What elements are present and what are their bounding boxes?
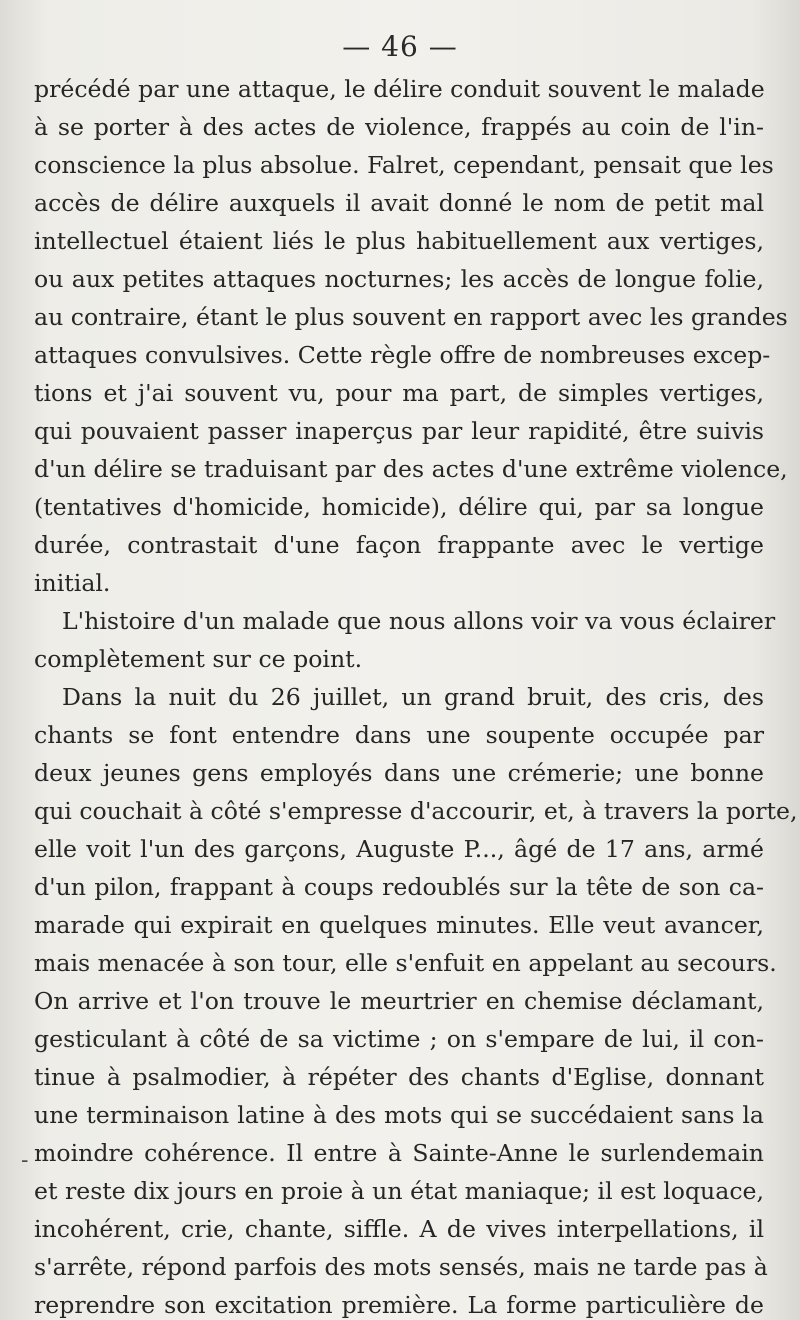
text-line: deux jeunes gens employés dans une crémerie; une bonne: [34, 759, 764, 787]
text-line: s'arrête, répond parfois des mots sensés, mais ne tarde pas à: [34, 1253, 768, 1281]
text-line: marade qui expirait en quelques minutes. Elle veut avancer,: [34, 911, 764, 939]
text-line: accès de délire auxquels il avait donné le nom de petit mal: [34, 189, 764, 217]
text-line: initial.: [34, 569, 111, 597]
text-line: d'un pilon, frappant à coups redoublés sur la tête de son ca-: [34, 873, 764, 901]
text-line: gesticulant à côté de sa victime ; on s'empare de lui, il con-: [34, 1025, 764, 1053]
text-line: à se porter à des actes de violence, frappés au coin de l'in-: [34, 113, 764, 141]
text-line: et reste dix jours en proie à un état maniaque; il est loquace,: [34, 1177, 764, 1205]
text-line: au contraire, étant le plus souvent en rapport avec les grandes: [34, 303, 788, 331]
text-line: qui couchait à côté s'empresse d'accourir, et, à travers la porte,: [34, 797, 798, 825]
body-text: [34, 70, 798, 1320]
text-line: L'histoire d'un malade que nous allons voir va vous éclairer: [62, 607, 776, 635]
text-line: qui pouvaient passer inaperçus par leur rapidité, être suivis: [34, 417, 764, 445]
text-line: incohérent, crie, chante, siffle. A de vives interpellations, il: [34, 1215, 764, 1243]
text-line: attaques convulsives. Cette règle offre de nombreuses excep-: [34, 341, 771, 369]
text-line: d'un délire se traduisant par des actes d'une extrême violence,: [34, 455, 788, 483]
text-line: elle voit l'un des garçons, Auguste P..., âgé de 17 ans, armé: [34, 835, 764, 863]
text-line: intellectuel étaient liés le plus habituellement aux vertiges,: [34, 227, 764, 255]
text-line: mais menacée à son tour, elle s'enfuit en appelant au secours.: [34, 949, 777, 977]
text-line: conscience la plus absolue. Falret, cependant, pensait que les: [34, 151, 774, 179]
text-line: précédé par une attaque, le délire conduit souvent le malade: [34, 75, 765, 103]
text-line: tions et j'ai souvent vu, pour ma part, de simples vertiges,: [34, 379, 764, 407]
text-line: chants se font entendre dans une soupente occupée par: [34, 721, 764, 749]
text-line: ou aux petites attaques nocturnes; les accès de longue folie,: [34, 265, 764, 293]
text-line: complètement sur ce point.: [34, 645, 363, 673]
text-line: reprendre son excitation première. La forme particulière de: [34, 1291, 764, 1319]
page-number: — 46 —: [342, 30, 458, 63]
text-line: durée, contrastait d'une façon frappante avec le vertige: [34, 531, 764, 559]
text-line: tinue à psalmodier, à répéter des chants d'Eglise, donnant: [34, 1063, 764, 1091]
text-line: Dans la nuit du 26 juillet, un grand bruit, des cris, des: [62, 683, 764, 711]
text-line: une terminaison latine à des mots qui se succédaient sans la: [34, 1101, 764, 1129]
text-line: (tentatives d'homicide, homicide), délire qui, par sa longue: [34, 493, 764, 521]
margin-mark: -: [21, 1148, 29, 1173]
text-line: On arrive et l'on trouve le meurtrier en chemise déclamant,: [34, 987, 764, 1015]
text-line: moindre cohérence. Il entre à Sainte-Anne le surlendemain: [34, 1139, 764, 1167]
